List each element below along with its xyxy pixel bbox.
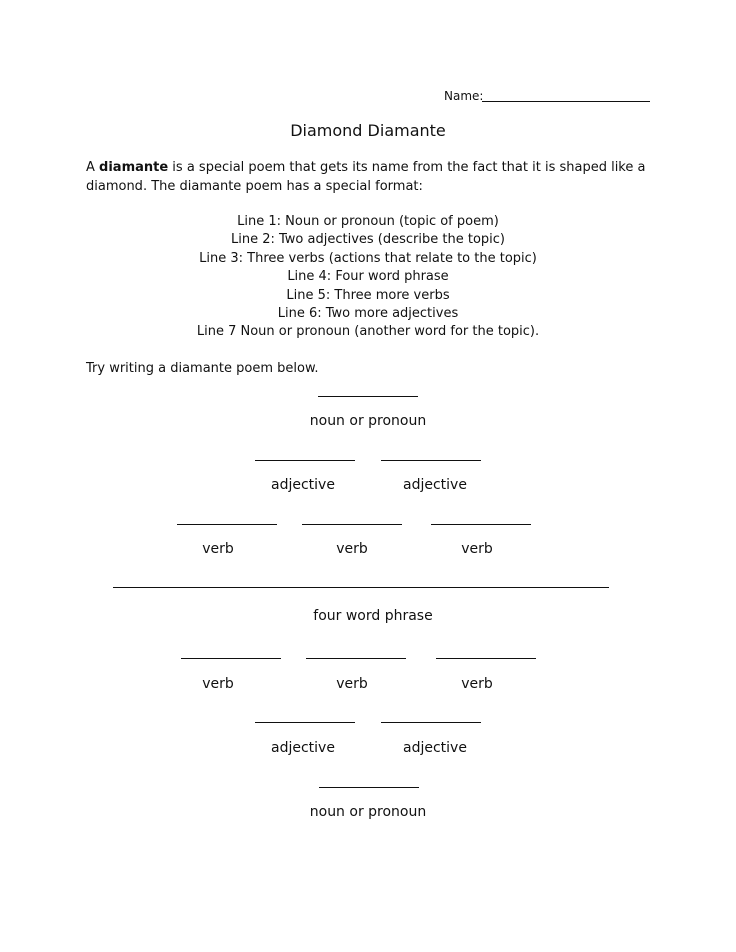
format-line-6: Line 6: Two more adjectives: [277, 306, 459, 322]
poem-blank-line5-a[interactable]: [181, 658, 281, 659]
poem-label-line3-b: verb: [336, 541, 368, 557]
intro-bold-word: diamante: [99, 160, 169, 175]
intro-paragraph: [86, 158, 646, 196]
name-label: Name:: [444, 89, 484, 103]
poem-label-line5-c: verb: [461, 676, 493, 692]
poem-blank-line6-a[interactable]: [255, 722, 355, 723]
poem-label-line5-a: verb: [202, 676, 234, 692]
poem-label-line6-a: adjective: [271, 740, 335, 756]
poem-label-line5-b: verb: [336, 676, 368, 692]
poem-blank-line5-c[interactable]: [436, 658, 536, 659]
poem-blank-line3-c[interactable]: [431, 524, 531, 525]
instruction: Try writing a diamante poem below.: [86, 361, 319, 376]
name-blank[interactable]: [482, 101, 650, 102]
poem-blank-line2-a[interactable]: [255, 460, 355, 461]
intro-prefix: A: [86, 160, 100, 175]
poem-blank-line5-b[interactable]: [306, 658, 406, 659]
poem-blank-line3-b[interactable]: [302, 524, 402, 525]
poem-label-line4: four word phrase: [313, 608, 433, 624]
format-line-3: Line 3: Three verbs (actions that relate to the topic): [199, 250, 537, 266]
poem-blank-line1[interactable]: [318, 396, 418, 397]
format-line-1: Line 1: Noun or pronoun (topic of poem): [237, 214, 499, 229]
format-line-4: Line 4: Four word phrase: [287, 269, 449, 285]
format-line-7: Line 7 Noun or pronoun (another word for the topic).: [196, 324, 540, 340]
poem-label-line2-a: adjective: [271, 477, 335, 493]
poem-blank-line3-a[interactable]: [177, 524, 277, 525]
poem-label-line1: noun or pronoun: [309, 413, 427, 429]
format-line-5: Line 5: Three more verbs: [286, 287, 450, 303]
intro-rest: is a special poem that gets its name from the fact that it is shaped like a diamond. The diamante poem has a special format:: [86, 160, 646, 194]
page-title: Diamond Diamante: [290, 121, 446, 140]
poem-label-line3-c: verb: [461, 541, 493, 557]
format-line-2: Line 2: Two adjectives (describe the topic): [231, 232, 505, 248]
poem-label-line3-a: verb: [202, 541, 234, 557]
poem-blank-line6-b[interactable]: [381, 722, 481, 723]
poem-label-line7: noun or pronoun: [309, 804, 427, 820]
poem-blank-line7[interactable]: [319, 787, 419, 788]
poem-label-line2-b: adjective: [403, 477, 467, 493]
poem-blank-line2-b[interactable]: [381, 460, 481, 461]
format-lines: [0, 213, 736, 342]
poem-blank-line4[interactable]: [113, 587, 609, 588]
poem-label-line6-b: adjective: [403, 740, 467, 756]
